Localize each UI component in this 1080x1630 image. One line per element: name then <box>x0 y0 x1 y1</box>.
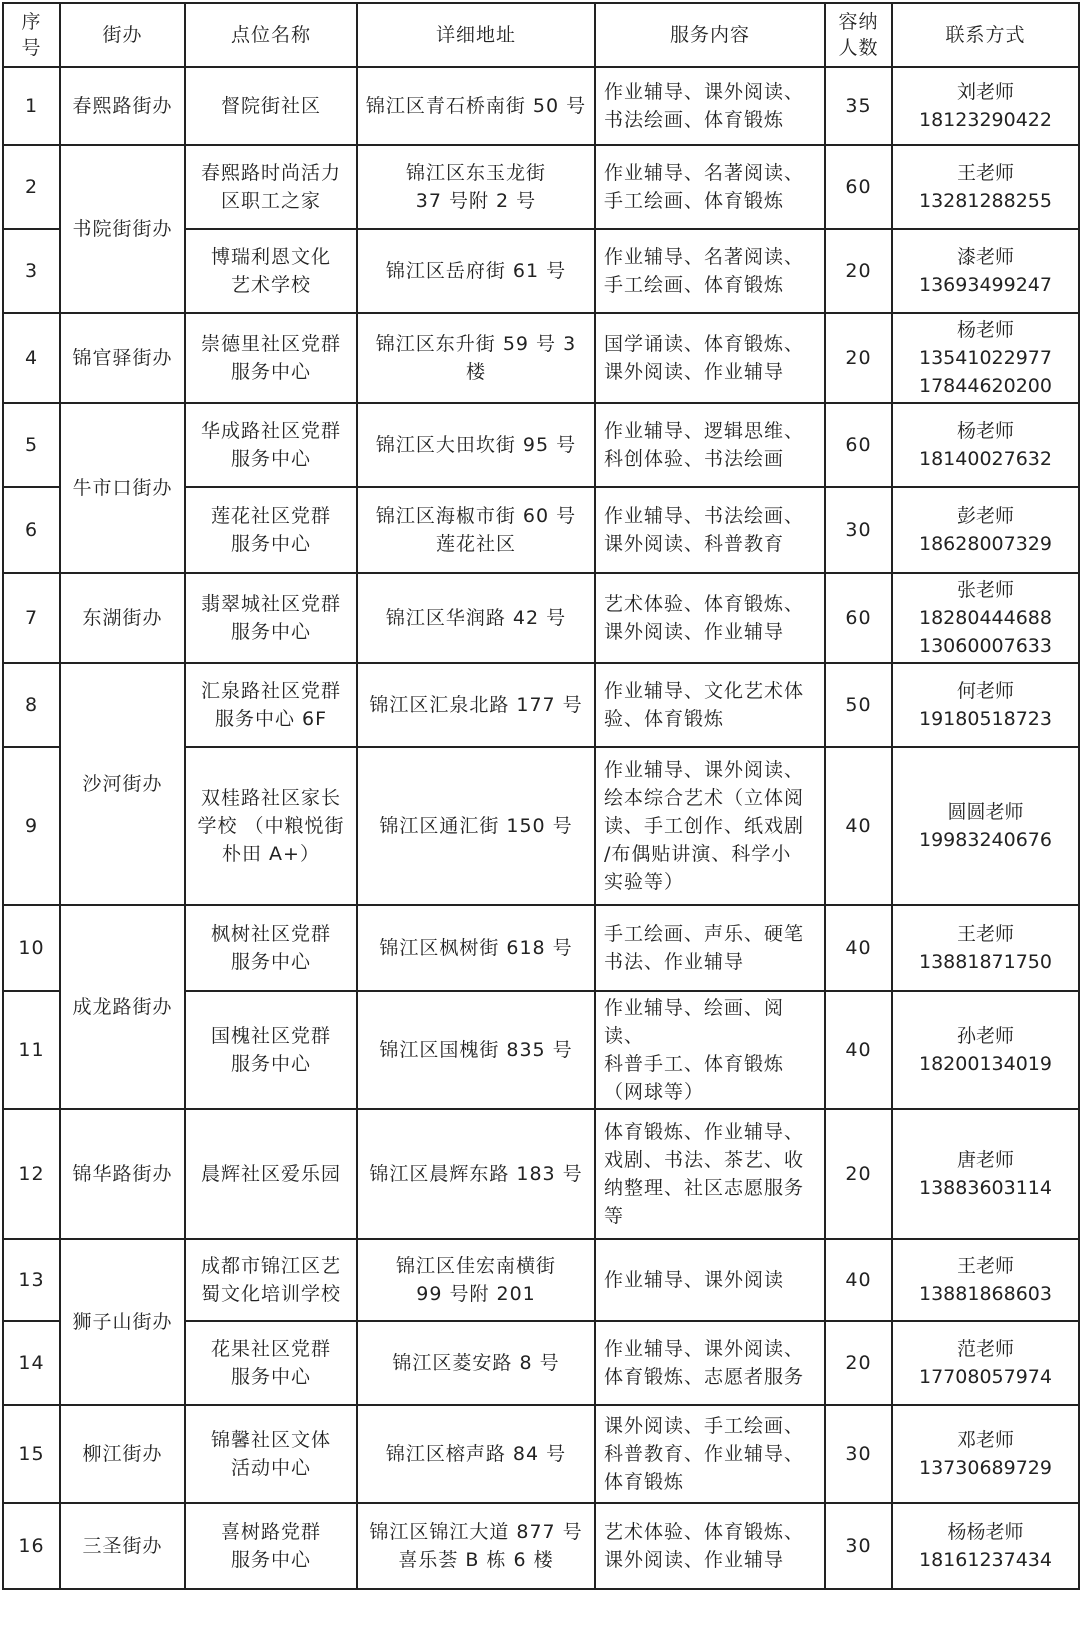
cell-seq: 8 <box>3 663 60 747</box>
header-seq: 序 号 <box>3 3 60 67</box>
contact-line: 19180518723 <box>919 708 1052 730</box>
cell-address <box>357 1239 595 1321</box>
address-line: 莲花社区 <box>435 533 516 555</box>
table-row <box>3 573 1079 663</box>
service-line: 验、体育锻炼 <box>604 708 725 730</box>
service-line: 作业辅导、书法绘画、 <box>604 505 805 527</box>
site-name-line: 双桂路社区家长 <box>200 787 341 809</box>
cell-site-name <box>185 313 357 403</box>
site-name-line: 喜树路党群 <box>220 1521 321 1543</box>
cell-district: 书院街街办 <box>60 145 185 313</box>
address-line: 锦江区华润路 42 号 <box>385 607 567 629</box>
contact-line: 王老师 <box>956 162 1014 184</box>
contact-line: 张老师 <box>956 579 1014 601</box>
address-line: 99 号附 201 <box>416 1283 536 1305</box>
contact-line: 孙老师 <box>956 1025 1014 1047</box>
cell-contact <box>892 991 1079 1109</box>
cell-site-name <box>185 67 357 145</box>
service-line: 科创体验、书法绘画 <box>604 448 785 470</box>
contact-line: 13281288255 <box>919 190 1052 212</box>
cell-contact <box>892 1503 1079 1589</box>
cell-service <box>595 1405 825 1503</box>
table-row <box>3 905 1079 991</box>
site-name-line: 艺术学校 <box>230 274 311 296</box>
address-line: 锦江区榕声路 84 号 <box>385 1443 567 1465</box>
address-line: 锦江区东升街 59 号 3 楼 <box>375 333 577 383</box>
service-line: 课外阅读、作业辅导 <box>604 1549 785 1571</box>
cell-seq: 14 <box>3 1321 60 1405</box>
service-line: 手工绘画、体育锻炼 <box>604 190 785 212</box>
table-row <box>3 1239 1079 1321</box>
cell-service <box>595 67 825 145</box>
address-line: 锦江区锦江大道 877 号 <box>369 1521 583 1543</box>
service-line: 国学诵读、体育锻炼、 <box>604 333 805 355</box>
contact-line: 18628007329 <box>919 533 1052 555</box>
site-name-line: 服务中心 <box>230 951 311 973</box>
site-name-line: 督院街社区 <box>220 95 321 117</box>
table-row <box>3 1405 1079 1503</box>
contact-line: 刘老师 <box>956 81 1014 103</box>
cell-site-name <box>185 1109 357 1239</box>
address-line: 喜乐荟 B 栋 6 楼 <box>398 1549 554 1571</box>
cell-capacity: 60 <box>825 145 892 229</box>
site-name-line: 服务中心 6F <box>214 708 328 730</box>
cell-capacity: 30 <box>825 487 892 573</box>
cell-service <box>595 313 825 403</box>
contact-line: 18140027632 <box>919 448 1052 470</box>
contact-line: 13881868603 <box>919 1283 1052 1305</box>
address-line: 锦江区国槐街 835 号 <box>379 1039 573 1061</box>
site-name-line: 博瑞利恩文化 <box>210 246 331 268</box>
cell-site-name <box>185 487 357 573</box>
contact-line: 圆圆老师 <box>947 801 1024 823</box>
address-line: 锦江区通汇街 150 号 <box>379 815 573 837</box>
header-district: 街办 <box>60 3 185 67</box>
site-name-line: 华成路社区党群 <box>200 420 341 442</box>
cell-capacity: 20 <box>825 313 892 403</box>
contact-line: 17708057974 <box>919 1366 1052 1388</box>
contact-line: 13730689729 <box>919 1457 1052 1479</box>
service-line: 科普教育、作业辅导、 <box>604 1443 805 1465</box>
site-name-line: 服务中心 <box>230 533 311 555</box>
cell-address <box>357 1503 595 1589</box>
header-capacity: 容纳 人数 <box>825 3 892 67</box>
cell-site-name <box>185 1405 357 1503</box>
contact-line: 19983240676 <box>919 829 1052 851</box>
contact-line: 杨老师 <box>956 319 1014 341</box>
cell-service <box>595 1503 825 1589</box>
cell-district: 柳江街办 <box>60 1405 185 1503</box>
cell-site-name <box>185 573 357 663</box>
service-line: 作业辅导、课外阅读、 <box>604 759 805 781</box>
header-address: 详细地址 <box>357 3 595 67</box>
cell-district: 成龙路街办 <box>60 905 185 1109</box>
cell-seq: 9 <box>3 747 60 905</box>
site-name-line: 国槐社区党群 <box>210 1025 331 1047</box>
service-line: 体育锻炼、作业辅导、 <box>604 1121 805 1143</box>
service-line: 读、手工创作、纸戏剧 <box>604 815 805 837</box>
table-row <box>3 313 1079 403</box>
cell-contact <box>892 905 1079 991</box>
cell-contact <box>892 229 1079 313</box>
cell-service <box>595 573 825 663</box>
service-line: 作业辅导、文化艺术体 <box>604 680 805 702</box>
cell-contact <box>892 573 1079 663</box>
service-line: 手工绘画、体育锻炼 <box>604 274 785 296</box>
header-row <box>3 3 1079 67</box>
cell-service <box>595 145 825 229</box>
cell-seq: 12 <box>3 1109 60 1239</box>
cell-service <box>595 663 825 747</box>
service-line: 课外阅读、作业辅导 <box>604 361 785 383</box>
site-name-line: 朴田 A+） <box>222 843 320 865</box>
cell-contact <box>892 145 1079 229</box>
contact-line: 13541022977 <box>919 347 1052 369</box>
address-line: 37 号附 2 号 <box>415 190 537 212</box>
cell-district: 三圣街办 <box>60 1503 185 1589</box>
service-line: 书法绘画、体育锻炼 <box>604 109 785 131</box>
contact-line: 18200134019 <box>919 1053 1052 1075</box>
service-line: 等 <box>604 1205 625 1227</box>
cell-district: 牛市口街办 <box>60 403 185 573</box>
cell-seq: 6 <box>3 487 60 573</box>
site-name-line: 学校 （中粮悦街 <box>197 815 345 837</box>
cell-district: 锦官驿街办 <box>60 313 185 403</box>
cell-capacity: 50 <box>825 663 892 747</box>
header-site-name: 点位名称 <box>185 3 357 67</box>
cell-capacity: 40 <box>825 991 892 1109</box>
cell-site-name <box>185 403 357 487</box>
cell-capacity: 40 <box>825 1239 892 1321</box>
service-line: 课外阅读、作业辅导 <box>604 621 785 643</box>
service-line: 课外阅读、科普教育 <box>604 533 785 555</box>
cell-address <box>357 663 595 747</box>
address-line: 锦江区菱安路 8 号 <box>392 1352 560 1374</box>
service-line: 手工绘画、声乐、硬笔 <box>604 923 805 945</box>
address-line: 锦江区大田坎街 95 号 <box>375 434 577 456</box>
cell-address <box>357 487 595 573</box>
site-name-line: 春熙路时尚活力 <box>200 162 341 184</box>
cell-site-name <box>185 145 357 229</box>
cell-seq: 3 <box>3 229 60 313</box>
service-line: 科普手工、体育锻炼 <box>604 1053 785 1075</box>
header-contact: 联系方式 <box>892 3 1079 67</box>
cell-district: 锦华路街办 <box>60 1109 185 1239</box>
address-line: 锦江区汇泉北路 177 号 <box>369 694 583 716</box>
cell-capacity: 40 <box>825 747 892 905</box>
service-line: 作业辅导、课外阅读、 <box>604 1338 805 1360</box>
cell-service <box>595 1239 825 1321</box>
table-row <box>3 145 1079 229</box>
cell-site-name <box>185 1503 357 1589</box>
address-line: 锦江区佳宏南横街 <box>395 1255 556 1277</box>
contact-line: 王老师 <box>956 1255 1014 1277</box>
cell-address <box>357 747 595 905</box>
contact-line: 13693499247 <box>919 274 1052 296</box>
site-name-line: 服务中心 <box>230 448 311 470</box>
table-body <box>3 67 1079 1589</box>
cell-address <box>357 313 595 403</box>
cell-address <box>357 67 595 145</box>
contact-line: 范老师 <box>956 1338 1014 1360</box>
contact-line: 18280444688 <box>919 607 1052 629</box>
address-line: 锦江区枫树街 618 号 <box>379 937 573 959</box>
cell-capacity: 30 <box>825 1405 892 1503</box>
cell-service <box>595 905 825 991</box>
cell-seq: 15 <box>3 1405 60 1503</box>
cell-seq: 10 <box>3 905 60 991</box>
cell-site-name <box>185 229 357 313</box>
cell-capacity: 40 <box>825 905 892 991</box>
contact-line: 唐老师 <box>956 1149 1014 1171</box>
site-name-line: 汇泉路社区党群 <box>200 680 341 702</box>
site-name-line: 服务中心 <box>230 1366 311 1388</box>
contact-line: 18123290422 <box>919 109 1052 131</box>
cell-seq: 1 <box>3 67 60 145</box>
site-name-line: 崇德里社区党群 <box>200 333 341 355</box>
cell-capacity: 60 <box>825 573 892 663</box>
service-line: 作业辅导、名著阅读、 <box>604 162 805 184</box>
service-line: 书法、作业辅导 <box>604 951 745 973</box>
cell-site-name <box>185 663 357 747</box>
cell-capacity: 30 <box>825 1503 892 1589</box>
cell-address <box>357 991 595 1109</box>
cell-service <box>595 403 825 487</box>
contact-line: 13881871750 <box>919 951 1052 973</box>
cell-district: 春熙路街办 <box>60 67 185 145</box>
cell-contact <box>892 747 1079 905</box>
contact-line: 王老师 <box>956 923 1014 945</box>
site-name-line: 区职工之家 <box>220 190 321 212</box>
service-line: 体育锻炼、志愿者服务 <box>604 1366 805 1388</box>
service-line: /布偶贴讲演、科学小 <box>604 843 792 865</box>
cell-site-name <box>185 1239 357 1321</box>
service-line: 体育锻炼 <box>604 1471 685 1493</box>
cell-contact <box>892 487 1079 573</box>
cell-address <box>357 145 595 229</box>
service-line: 纳整理、社区志愿服务 <box>604 1177 805 1199</box>
cell-contact <box>892 313 1079 403</box>
cell-contact <box>892 1321 1079 1405</box>
service-line: （网球等） <box>604 1081 705 1103</box>
service-line: 戏剧、书法、茶艺、收 <box>604 1149 805 1171</box>
cell-address <box>357 1405 595 1503</box>
site-name-line: 服务中心 <box>230 1053 311 1075</box>
cell-seq: 16 <box>3 1503 60 1589</box>
site-name-line: 枫树社区党群 <box>210 923 331 945</box>
service-line: 实验等） <box>604 871 685 893</box>
address-line: 锦江区东玉龙街 <box>405 162 546 184</box>
contact-line: 18161237434 <box>919 1549 1052 1571</box>
contact-line: 何老师 <box>956 680 1014 702</box>
cell-seq: 13 <box>3 1239 60 1321</box>
table-row <box>3 67 1079 145</box>
site-name-line: 服务中心 <box>230 1549 311 1571</box>
table-row <box>3 1109 1079 1239</box>
address-line: 锦江区海椒市街 60 号 <box>375 505 577 527</box>
cell-service <box>595 1321 825 1405</box>
service-sites-table <box>2 2 1080 1590</box>
service-line: 作业辅导、课外阅读 <box>604 1269 785 1291</box>
table-row <box>3 663 1079 747</box>
cell-contact <box>892 1109 1079 1239</box>
address-line: 锦江区青石桥南街 50 号 <box>365 95 587 117</box>
service-line: 绘本综合艺术（立体阅 <box>604 787 805 809</box>
site-name-line: 晨辉社区爱乐园 <box>200 1163 341 1185</box>
header-service: 服务内容 <box>595 3 825 67</box>
cell-site-name <box>185 1321 357 1405</box>
site-name-line: 服务中心 <box>230 361 311 383</box>
address-line: 锦江区岳府街 61 号 <box>385 260 567 282</box>
cell-capacity: 60 <box>825 403 892 487</box>
cell-service <box>595 229 825 313</box>
contact-line: 漆老师 <box>956 246 1014 268</box>
site-name-line: 成都市锦江区艺 <box>200 1255 341 1277</box>
cell-address <box>357 573 595 663</box>
contact-line: 杨杨老师 <box>947 1521 1024 1543</box>
cell-site-name <box>185 991 357 1109</box>
site-name-line: 活动中心 <box>230 1457 311 1479</box>
cell-seq: 4 <box>3 313 60 403</box>
cell-district: 狮子山街办 <box>60 1239 185 1405</box>
service-line: 作业辅导、逻辑思维、 <box>604 420 805 442</box>
cell-service <box>595 747 825 905</box>
cell-contact <box>892 403 1079 487</box>
cell-seq: 7 <box>3 573 60 663</box>
contact-line: 13060007633 <box>919 635 1052 657</box>
site-name-line: 花果社区党群 <box>210 1338 331 1360</box>
cell-contact <box>892 1405 1079 1503</box>
table-row <box>3 403 1079 487</box>
cell-seq: 5 <box>3 403 60 487</box>
cell-address <box>357 403 595 487</box>
contact-line: 杨老师 <box>956 420 1014 442</box>
cell-service <box>595 991 825 1109</box>
site-name-line: 锦馨社区文体 <box>210 1429 331 1451</box>
cell-address <box>357 1321 595 1405</box>
cell-contact <box>892 1239 1079 1321</box>
cell-seq: 2 <box>3 145 60 229</box>
contact-line: 邓老师 <box>956 1429 1014 1451</box>
contact-line: 13883603114 <box>919 1177 1052 1199</box>
cell-seq: 11 <box>3 991 60 1109</box>
cell-site-name <box>185 747 357 905</box>
service-line: 课外阅读、手工绘画、 <box>604 1415 805 1437</box>
cell-capacity: 20 <box>825 229 892 313</box>
cell-service <box>595 487 825 573</box>
cell-contact <box>892 663 1079 747</box>
site-name-line: 服务中心 <box>230 621 311 643</box>
service-line: 艺术体验、体育锻炼、 <box>604 1521 805 1543</box>
contact-line: 彭老师 <box>956 505 1014 527</box>
service-line: 作业辅导、绘画、阅读、 <box>604 997 785 1047</box>
cell-capacity: 20 <box>825 1109 892 1239</box>
cell-address <box>357 1109 595 1239</box>
table-row <box>3 1503 1079 1589</box>
cell-capacity: 35 <box>825 67 892 145</box>
cell-address <box>357 229 595 313</box>
cell-service <box>595 1109 825 1239</box>
site-name-line: 翡翠城社区党群 <box>200 593 341 615</box>
service-line: 艺术体验、体育锻炼、 <box>604 593 805 615</box>
service-line: 作业辅导、课外阅读、 <box>604 81 805 103</box>
cell-capacity: 20 <box>825 1321 892 1405</box>
cell-contact <box>892 67 1079 145</box>
cell-site-name <box>185 905 357 991</box>
cell-district: 沙河街办 <box>60 663 185 905</box>
contact-line: 17844620200 <box>919 375 1052 397</box>
service-line: 作业辅导、名著阅读、 <box>604 246 805 268</box>
site-name-line: 莲花社区党群 <box>210 505 331 527</box>
address-line: 锦江区晨辉东路 183 号 <box>369 1163 583 1185</box>
site-name-line: 蜀文化培训学校 <box>200 1283 341 1305</box>
cell-district: 东湖街办 <box>60 573 185 663</box>
cell-address <box>357 905 595 991</box>
